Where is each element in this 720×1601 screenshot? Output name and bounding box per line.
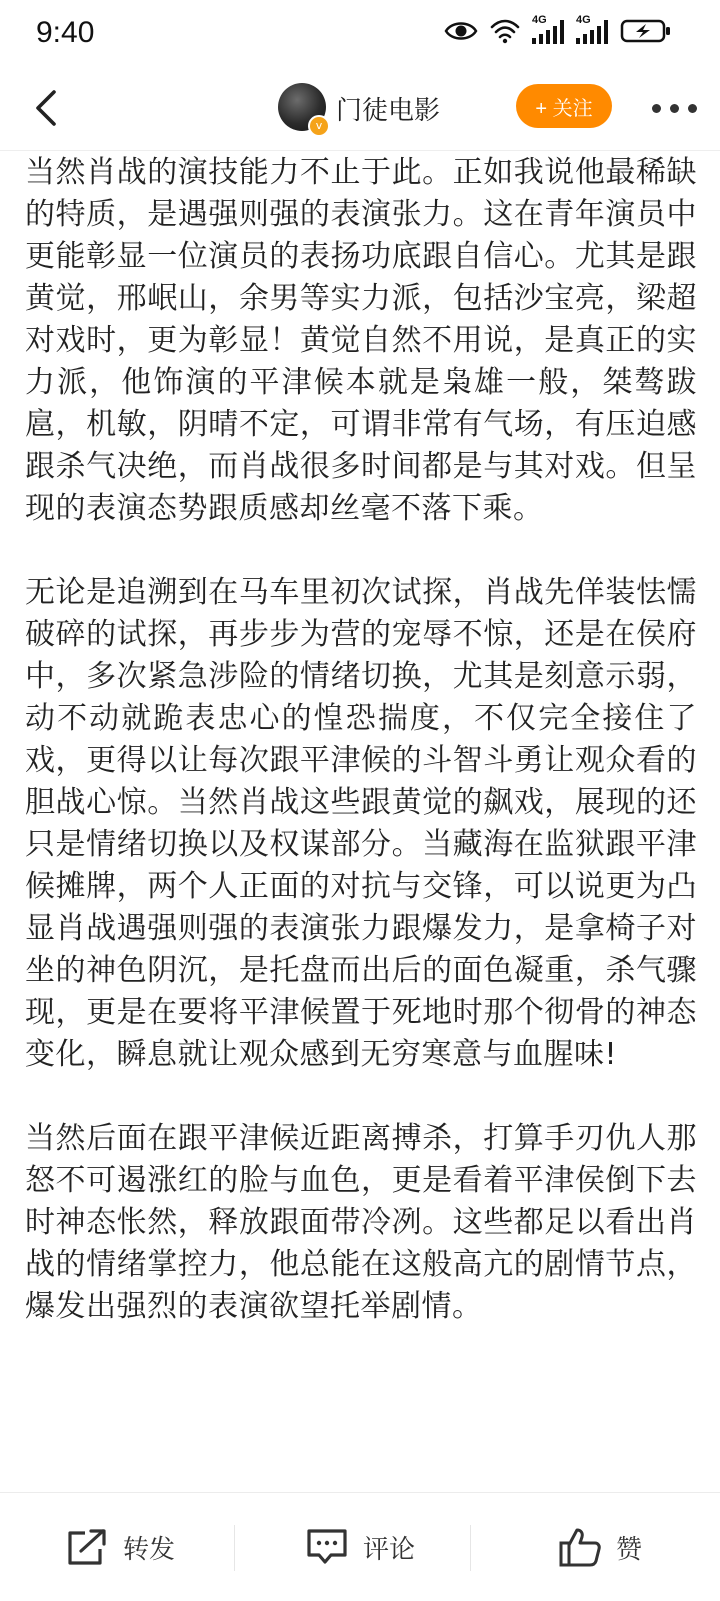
signal-icon bbox=[576, 14, 608, 44]
comment-button[interactable] bbox=[240, 1493, 480, 1601]
status-time: 9:40 bbox=[36, 16, 95, 49]
eye-icon bbox=[444, 19, 478, 43]
network-type-label: 4G bbox=[532, 14, 547, 26]
article-paragraph: 当然肖战的演技能力不止于此。正如我说他最稀缺的特质，是遇强则强的表演张力。这在青年演员中更能彰显一位演员的表扬功底跟自信心。尤其是跟黄觉，邢岷山，余男等实力派，包括沙宝亮，梁超对戏时，更为彰显！黄觉自然不用说，是真正的实力派，他饰演的平津候本就是枭雄一般，桀骜跋扈，机敏，阴晴不定，可谓非常有气场，有压迫感跟杀气决绝，而肖战很多时间都是与其对戏。但呈现的表演态势跟质感却丝毫不落下乘。 bbox=[25, 155, 697, 526]
back-arrow-icon[interactable] bbox=[26, 86, 70, 130]
comment-icon bbox=[305, 1527, 349, 1567]
wifi-icon bbox=[490, 18, 520, 44]
network-type-label: 4G bbox=[576, 14, 591, 26]
article-paragraph: 无论是追溯到在马车里初次试探，肖战先佯装怯懦破碎的试探，再步步为营的宠辱不惊，还是在侯府中，多次紧急涉险的情绪切换，尤其是刻意示弱，动不动就跪表忠心的惶恐揣度，不仅完全接住了戏，更得以让每次跟平津候的斗智斗勇让观众看的胆战心惊。当然肖战这些跟黄觉的飙戏，展现的还只是情绪切换以及权谋部分。当藏海在监狱跟平津候摊牌，两个人正面的对抗与交锋，可以说更为凸显肖战遇强则强的表演张力跟爆发力，是拿椅子对坐的神色阴沉，是托盘而出后的面色凝重，杀气骤现，更是在要将平津候置于死地时那个彻骨的神态变化，瞬息就让观众感到无穷寒意与血腥味! bbox=[25, 575, 697, 1072]
comment-label: 评论 bbox=[362, 1534, 415, 1565]
article-paragraph: 当然后面在跟平津候近距离搏杀，打算手刃仇人那怒不可遏涨红的脸与血色，更是看着平津侯倒下去时神态怅然，释放跟面带冷冽。这些都足以看出肖战的情绪掌控力，他总能在这般高亢的剧情节点，爆发出强烈的表演欲望托举剧情。 bbox=[25, 1121, 697, 1324]
like-button[interactable] bbox=[480, 1493, 720, 1601]
account-name[interactable]: 门徒电影 bbox=[336, 96, 441, 126]
thumbs-up-icon bbox=[558, 1526, 602, 1568]
battery-charging-icon bbox=[620, 18, 672, 44]
post-header bbox=[0, 70, 720, 151]
follow-button[interactable]: + 关注 bbox=[516, 84, 612, 128]
bottom-action-bar bbox=[0, 1492, 720, 1601]
share-label: 转发 bbox=[122, 1534, 175, 1565]
divider bbox=[234, 1525, 235, 1571]
status-bar bbox=[0, 0, 720, 70]
status-icons bbox=[444, 14, 672, 44]
signal-icon bbox=[532, 14, 564, 44]
more-options-icon[interactable] bbox=[638, 90, 710, 126]
verified-badge-icon: v bbox=[308, 115, 330, 137]
like-label: 赞 bbox=[615, 1534, 642, 1565]
divider bbox=[470, 1525, 471, 1571]
share-icon bbox=[65, 1527, 109, 1567]
share-button[interactable] bbox=[0, 1493, 240, 1601]
article-body bbox=[25, 152, 697, 1370]
